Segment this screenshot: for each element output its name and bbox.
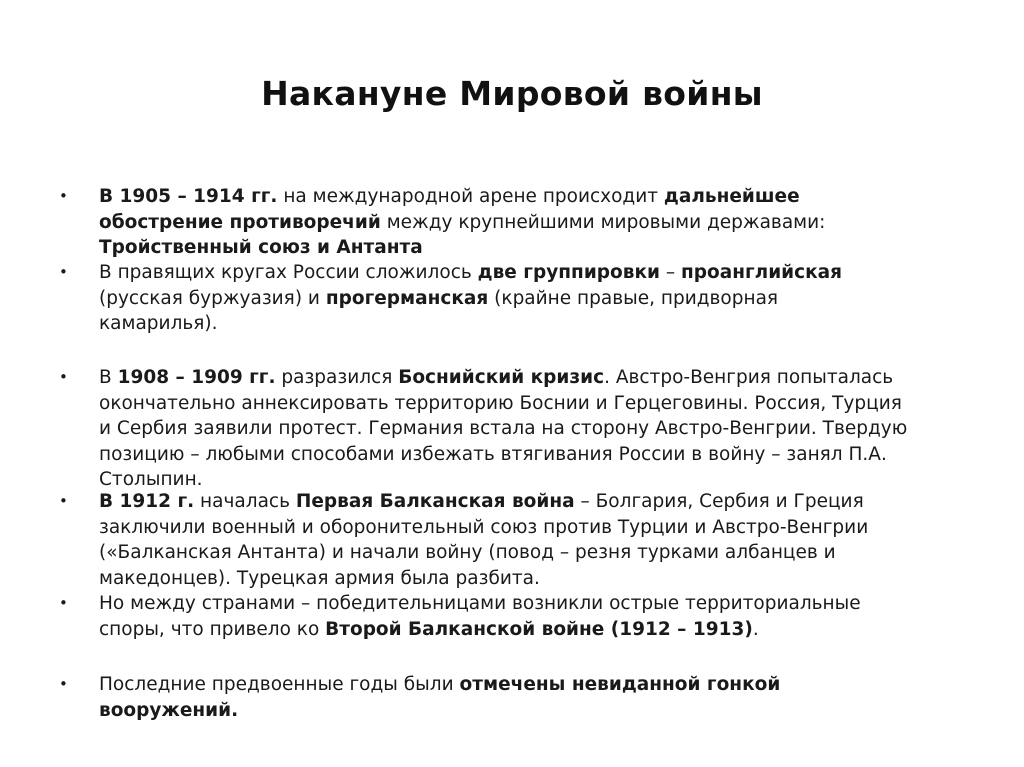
bullet-item xyxy=(59,672,979,723)
bullet-item xyxy=(59,260,979,337)
bullet-marker: • xyxy=(59,675,68,693)
text-run: – Болгария, Сербия и Греция заключили военный и оборонительный союз против Турции и Австро-Венгрии («Балканская Антанта) и начали войну (повод – резня турками албанцев и македонцев). Турецкая армия была разбита. xyxy=(99,491,869,589)
bullet-item xyxy=(59,184,979,261)
text-run: (русская буржуазия) и xyxy=(99,287,320,309)
bullet-text xyxy=(99,260,979,337)
bold-run: Боснийский кризис xyxy=(398,367,605,388)
text-run: Последние предвоенные годы были xyxy=(99,674,460,695)
text-run: В правящих кругах России сложилось xyxy=(99,262,478,283)
text-run: . Австро-Венгрия попыталась окончательно аннексировать территорию Боснии и Герцеговины. Россия, Турция и Сербия заявили протест. Германия встала на сторону Австро-Венгрии. Твердую позицию – любыми способами избежать втягивания России в войну – занял П.А. Столыпин. xyxy=(99,367,908,490)
bullet-marker: • xyxy=(59,368,68,386)
bullet-marker: • xyxy=(59,594,68,612)
bold-run: две группировки xyxy=(477,262,660,283)
text-run: . xyxy=(752,618,759,640)
bullet-text xyxy=(99,591,979,642)
text-run: (крайне правые, придворная камарилья). xyxy=(99,287,779,334)
slide-title: Накануне Мировой войны xyxy=(261,74,763,113)
text-run: Но между странами – победительницами возникли острые территориальные споры, что привело ко xyxy=(99,593,861,640)
text-run: – xyxy=(659,262,681,283)
bullet-marker: • xyxy=(59,263,68,281)
bold-run: проанглийская xyxy=(680,262,843,283)
bullet-item xyxy=(59,591,979,642)
bullet-marker: • xyxy=(59,187,68,205)
bold-run: Первая Балканская война xyxy=(295,491,575,512)
bullet-item xyxy=(59,489,979,591)
bullet-item xyxy=(59,365,979,493)
bullet-text xyxy=(99,365,979,493)
bold-run: дальнейшее обострение противоречий xyxy=(99,186,800,233)
bold-run: В 1912 г. xyxy=(99,491,195,512)
bullet-marker: • xyxy=(59,492,68,510)
text-run: на международной арене происходит xyxy=(277,186,664,207)
bold-run: В 1905 – 1914 гг. xyxy=(99,186,278,207)
text-run: началась xyxy=(194,491,296,512)
bold-run: Тройственный союз и Антанта xyxy=(99,237,423,258)
text-run: разразился xyxy=(275,367,399,388)
bold-run: 1908 – 1909 гг. xyxy=(117,367,276,388)
bullet-text xyxy=(99,672,979,723)
text-run: В xyxy=(99,367,118,388)
text-run: между крупнейшими мировыми державами: xyxy=(386,211,826,233)
bullet-text xyxy=(99,184,979,261)
bold-run: отмечены невиданной гонкой вооружений. xyxy=(99,674,781,721)
bold-run: прогерманская xyxy=(325,287,489,309)
bold-run: Второй Балканской войне (1912 – 1913) xyxy=(325,618,753,640)
bullet-text xyxy=(99,489,979,591)
